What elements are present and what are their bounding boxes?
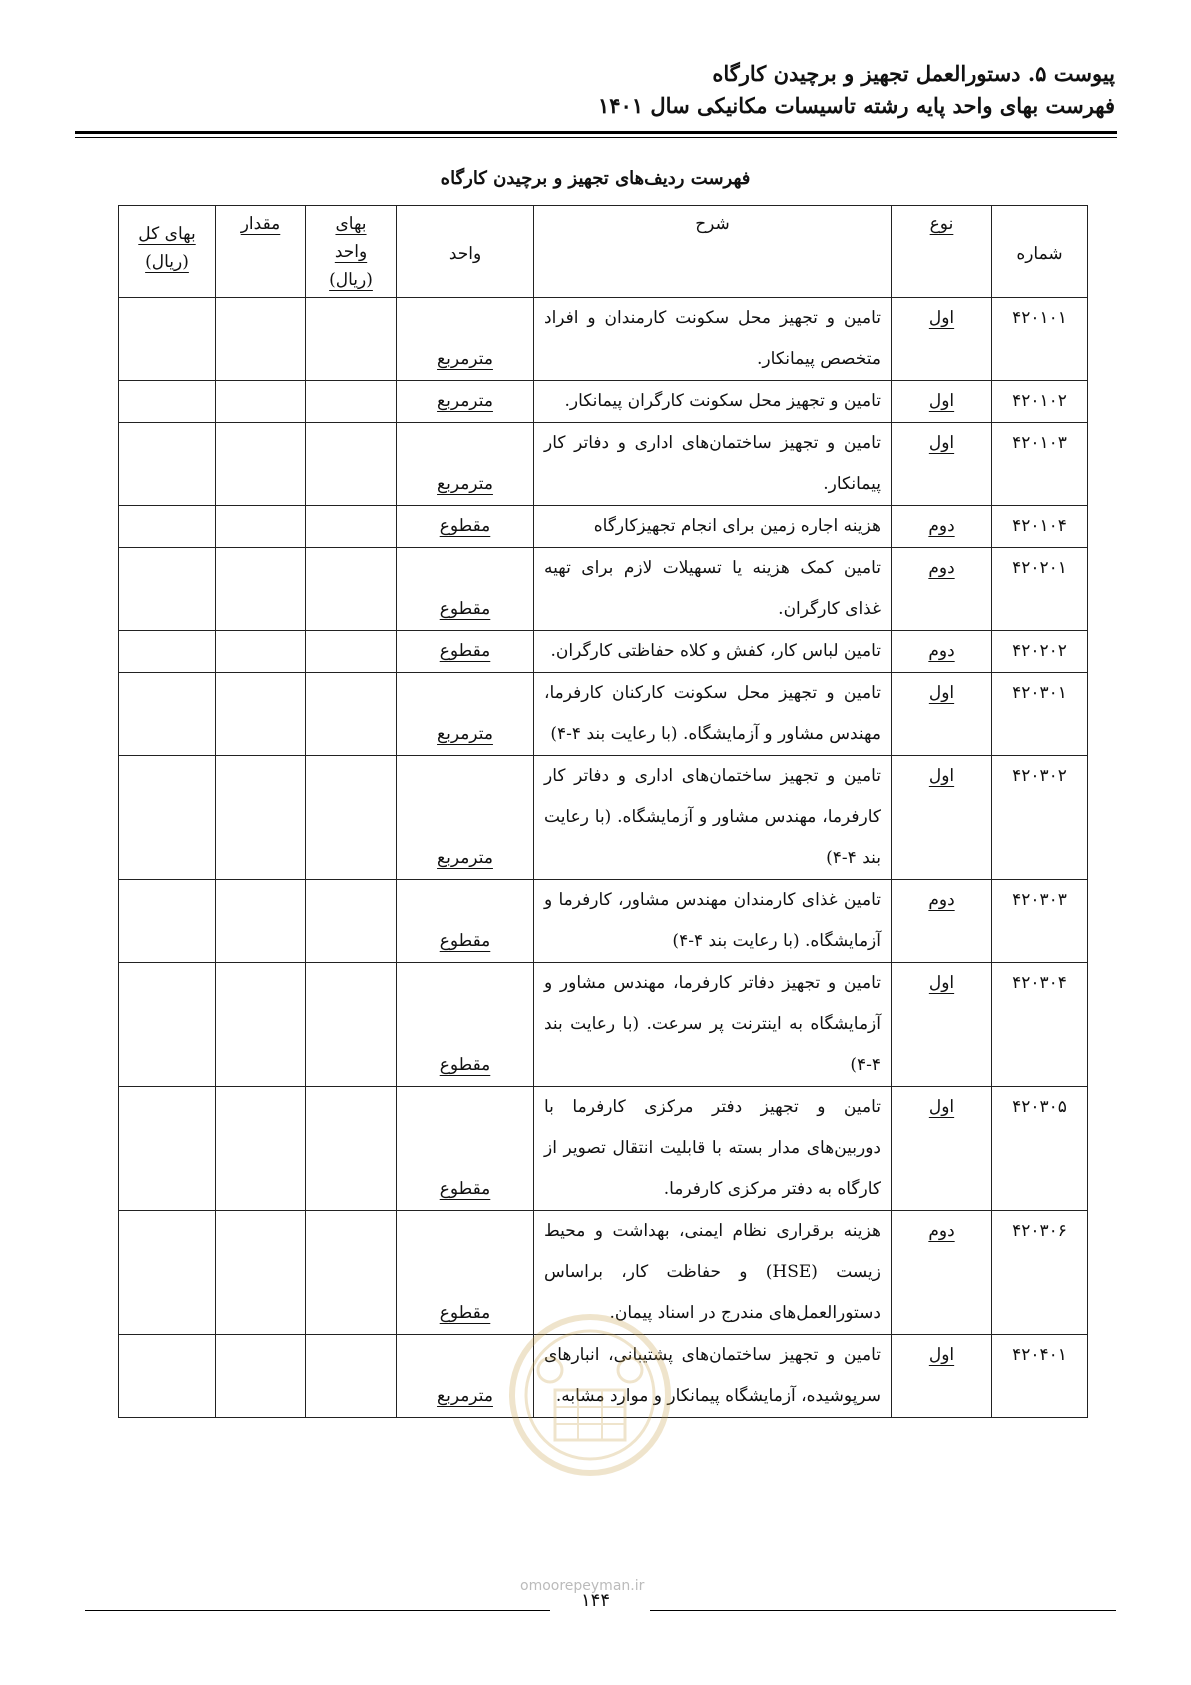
row-total-price: [119, 423, 216, 506]
items-table: [118, 205, 1088, 1418]
row-number: ۴۲۰۴۰۱: [992, 1335, 1088, 1418]
row-unit-price: [306, 381, 397, 423]
row-quantity: [216, 963, 306, 1087]
table-row: [119, 880, 1088, 963]
table-row: [119, 673, 1088, 756]
row-description: تامین و تجهیز محل سکونت کارکنان کارفرما، مهندس مشاور و آزمایشگاه. (با رعایت بند ۴-۴): [534, 673, 892, 756]
row-unit-price: [306, 631, 397, 673]
row-description: تامین و تجهیز ساختمان‌های پشتیبانی، انبارهای سرپوشیده، آزمایشگاه پیمانکار و موارد مشابه.: [534, 1335, 892, 1418]
footer-rule-right: [650, 1610, 1116, 1611]
row-unit-price: [306, 298, 397, 381]
row-unit-price: [306, 880, 397, 963]
col-header-number: شماره: [992, 206, 1088, 298]
row-number: ۴۲۰۱۰۴: [992, 506, 1088, 548]
row-description: تامین لباس کار، کفش و کلاه حفاظتی کارگران.: [534, 631, 892, 673]
watermark-site: omoorepeyman.ir: [520, 1578, 645, 1594]
row-description: هزینه برقراری نظام ایمنی، بهداشت و محیط زیست (HSE) و حفاظت کار، براساس دستورالعمل‌های مندرج در اسناد پیمان.: [534, 1211, 892, 1335]
col-header-unit: واحد: [397, 206, 534, 298]
row-total-price: [119, 673, 216, 756]
row-unit: مقطوع: [397, 1087, 534, 1211]
row-number: ۴۲۰۳۰۳: [992, 880, 1088, 963]
row-quantity: [216, 673, 306, 756]
row-quantity: [216, 506, 306, 548]
col-header-quantity: مقدار: [216, 206, 306, 298]
header-line-2: فهرست بهای واحد پایه رشته تاسیسات مکانیکی سال ۱۴۰۱: [597, 93, 1115, 118]
row-number: ۴۲۰۱۰۲: [992, 381, 1088, 423]
row-total-price: [119, 756, 216, 880]
row-unit-price: [306, 756, 397, 880]
row-type: اول: [892, 963, 992, 1087]
row-unit: مترمربع: [397, 673, 534, 756]
row-description: تامین و تجهیز محل سکونت کارمندان و افراد متخصص پیمانکار.: [534, 298, 892, 381]
header-rule-thin: [75, 137, 1117, 138]
col-header-description: شرح: [534, 206, 892, 298]
row-type: دوم: [892, 880, 992, 963]
row-quantity: [216, 1335, 306, 1418]
row-total-price: [119, 1335, 216, 1418]
col-header-total: بهای کل (ریال): [119, 206, 216, 298]
row-unit-price: [306, 506, 397, 548]
row-description: تامین و تجهیز ساختمان‌های اداری و دفاتر کار پیمانکار.: [534, 423, 892, 506]
row-quantity: [216, 298, 306, 381]
row-quantity: [216, 631, 306, 673]
row-description: تامین و تجهیز ساختمان‌های اداری و دفاتر کار کارفرما، مهندس مشاور و آزمایشگاه. (با رعایت بند ۴-۴): [534, 756, 892, 880]
row-quantity: [216, 756, 306, 880]
row-type: دوم: [892, 506, 992, 548]
row-unit-price: [306, 423, 397, 506]
footer-rule-left: [85, 1610, 550, 1611]
row-type: اول: [892, 673, 992, 756]
row-number: ۴۲۰۳۰۱: [992, 673, 1088, 756]
row-quantity: [216, 880, 306, 963]
table-row: [119, 963, 1088, 1087]
row-total-price: [119, 1211, 216, 1335]
row-quantity: [216, 381, 306, 423]
row-unit: مقطوع: [397, 631, 534, 673]
row-total-price: [119, 963, 216, 1087]
row-number: ۴۲۰۲۰۲: [992, 631, 1088, 673]
row-description: تامین غذای کارمندان مهندس مشاور، کارفرما و آزمایشگاه. (با رعایت بند ۴-۴): [534, 880, 892, 963]
row-unit: مقطوع: [397, 963, 534, 1087]
row-total-price: [119, 381, 216, 423]
row-unit: مقطوع: [397, 1211, 534, 1335]
row-number: ۴۲۰۱۰۳: [992, 423, 1088, 506]
row-unit-price: [306, 1087, 397, 1211]
row-unit: مترمربع: [397, 1335, 534, 1418]
row-unit: مقطوع: [397, 880, 534, 963]
row-total-price: [119, 548, 216, 631]
row-description: تامین و تجهیز دفتر مرکزی کارفرما با دوربین‌های مدار بسته با قابلیت انتقال تصویر از کارگاه به دفتر مرکزی کارفرما.: [534, 1087, 892, 1211]
page-header: [115, 58, 1115, 122]
row-total-price: [119, 631, 216, 673]
row-description: هزینه اجاره زمین برای انجام تجهیزکارگاه: [534, 506, 892, 548]
row-quantity: [216, 423, 306, 506]
row-unit-price: [306, 963, 397, 1087]
header-rule-thick: [75, 131, 1117, 134]
row-number: ۴۲۰۳۰۴: [992, 963, 1088, 1087]
row-unit: مقطوع: [397, 506, 534, 548]
table-row: [119, 298, 1088, 381]
row-type: دوم: [892, 1211, 992, 1335]
row-unit: مترمربع: [397, 381, 534, 423]
row-type: دوم: [892, 631, 992, 673]
row-unit-price: [306, 673, 397, 756]
page-number: ۱۴۴: [580, 1590, 610, 1611]
row-total-price: [119, 880, 216, 963]
row-type: اول: [892, 381, 992, 423]
row-number: ۴۲۰۳۰۲: [992, 756, 1088, 880]
row-total-price: [119, 298, 216, 381]
table-row: [119, 506, 1088, 548]
row-description: تامین و تجهیز محل سکونت کارگران پیمانکار.: [534, 381, 892, 423]
header-line-1: پیوست ۵. دستورالعمل تجهیز و برچیدن کارگاه: [712, 61, 1115, 86]
row-unit-price: [306, 1211, 397, 1335]
row-unit: مترمربع: [397, 423, 534, 506]
seal-logo-icon: [505, 1300, 675, 1500]
row-unit: مترمربع: [397, 298, 534, 381]
row-description: تامین و تجهیز دفاتر کارفرما، مهندس مشاور و آزمایشگاه به اینترنت پر سرعت. (با رعایت بند ۴-۴): [534, 963, 892, 1087]
col-header-unit-price: بهای واحد (ریال): [306, 206, 397, 298]
row-description: تامین کمک هزینه یا تسهیلات لازم برای تهیه غذای کارگران.: [534, 548, 892, 631]
row-total-price: [119, 506, 216, 548]
row-number: ۴۲۰۳۰۶: [992, 1211, 1088, 1335]
row-number: ۴۲۰۲۰۱: [992, 548, 1088, 631]
row-quantity: [216, 1087, 306, 1211]
row-type: اول: [892, 298, 992, 381]
row-unit-price: [306, 1335, 397, 1418]
row-quantity: [216, 1211, 306, 1335]
table-row: [119, 1087, 1088, 1211]
row-type: اول: [892, 1335, 992, 1418]
row-type: دوم: [892, 548, 992, 631]
row-unit: مترمربع: [397, 756, 534, 880]
row-unit-price: [306, 548, 397, 631]
row-unit: مقطوع: [397, 548, 534, 631]
col-header-type: نوع: [892, 206, 992, 298]
row-type: اول: [892, 756, 992, 880]
row-number: ۴۲۰۱۰۱: [992, 298, 1088, 381]
row-number: ۴۲۰۳۰۵: [992, 1087, 1088, 1211]
row-quantity: [216, 548, 306, 631]
row-type: اول: [892, 423, 992, 506]
row-type: اول: [892, 1087, 992, 1211]
table-row: [119, 631, 1088, 673]
table-row: [119, 756, 1088, 880]
table-row: [119, 423, 1088, 506]
table-row: [119, 548, 1088, 631]
table-row: [119, 381, 1088, 423]
row-total-price: [119, 1087, 216, 1211]
table-title: فهرست ردیف‌های تجهیز و برچیدن کارگاه: [440, 168, 751, 189]
